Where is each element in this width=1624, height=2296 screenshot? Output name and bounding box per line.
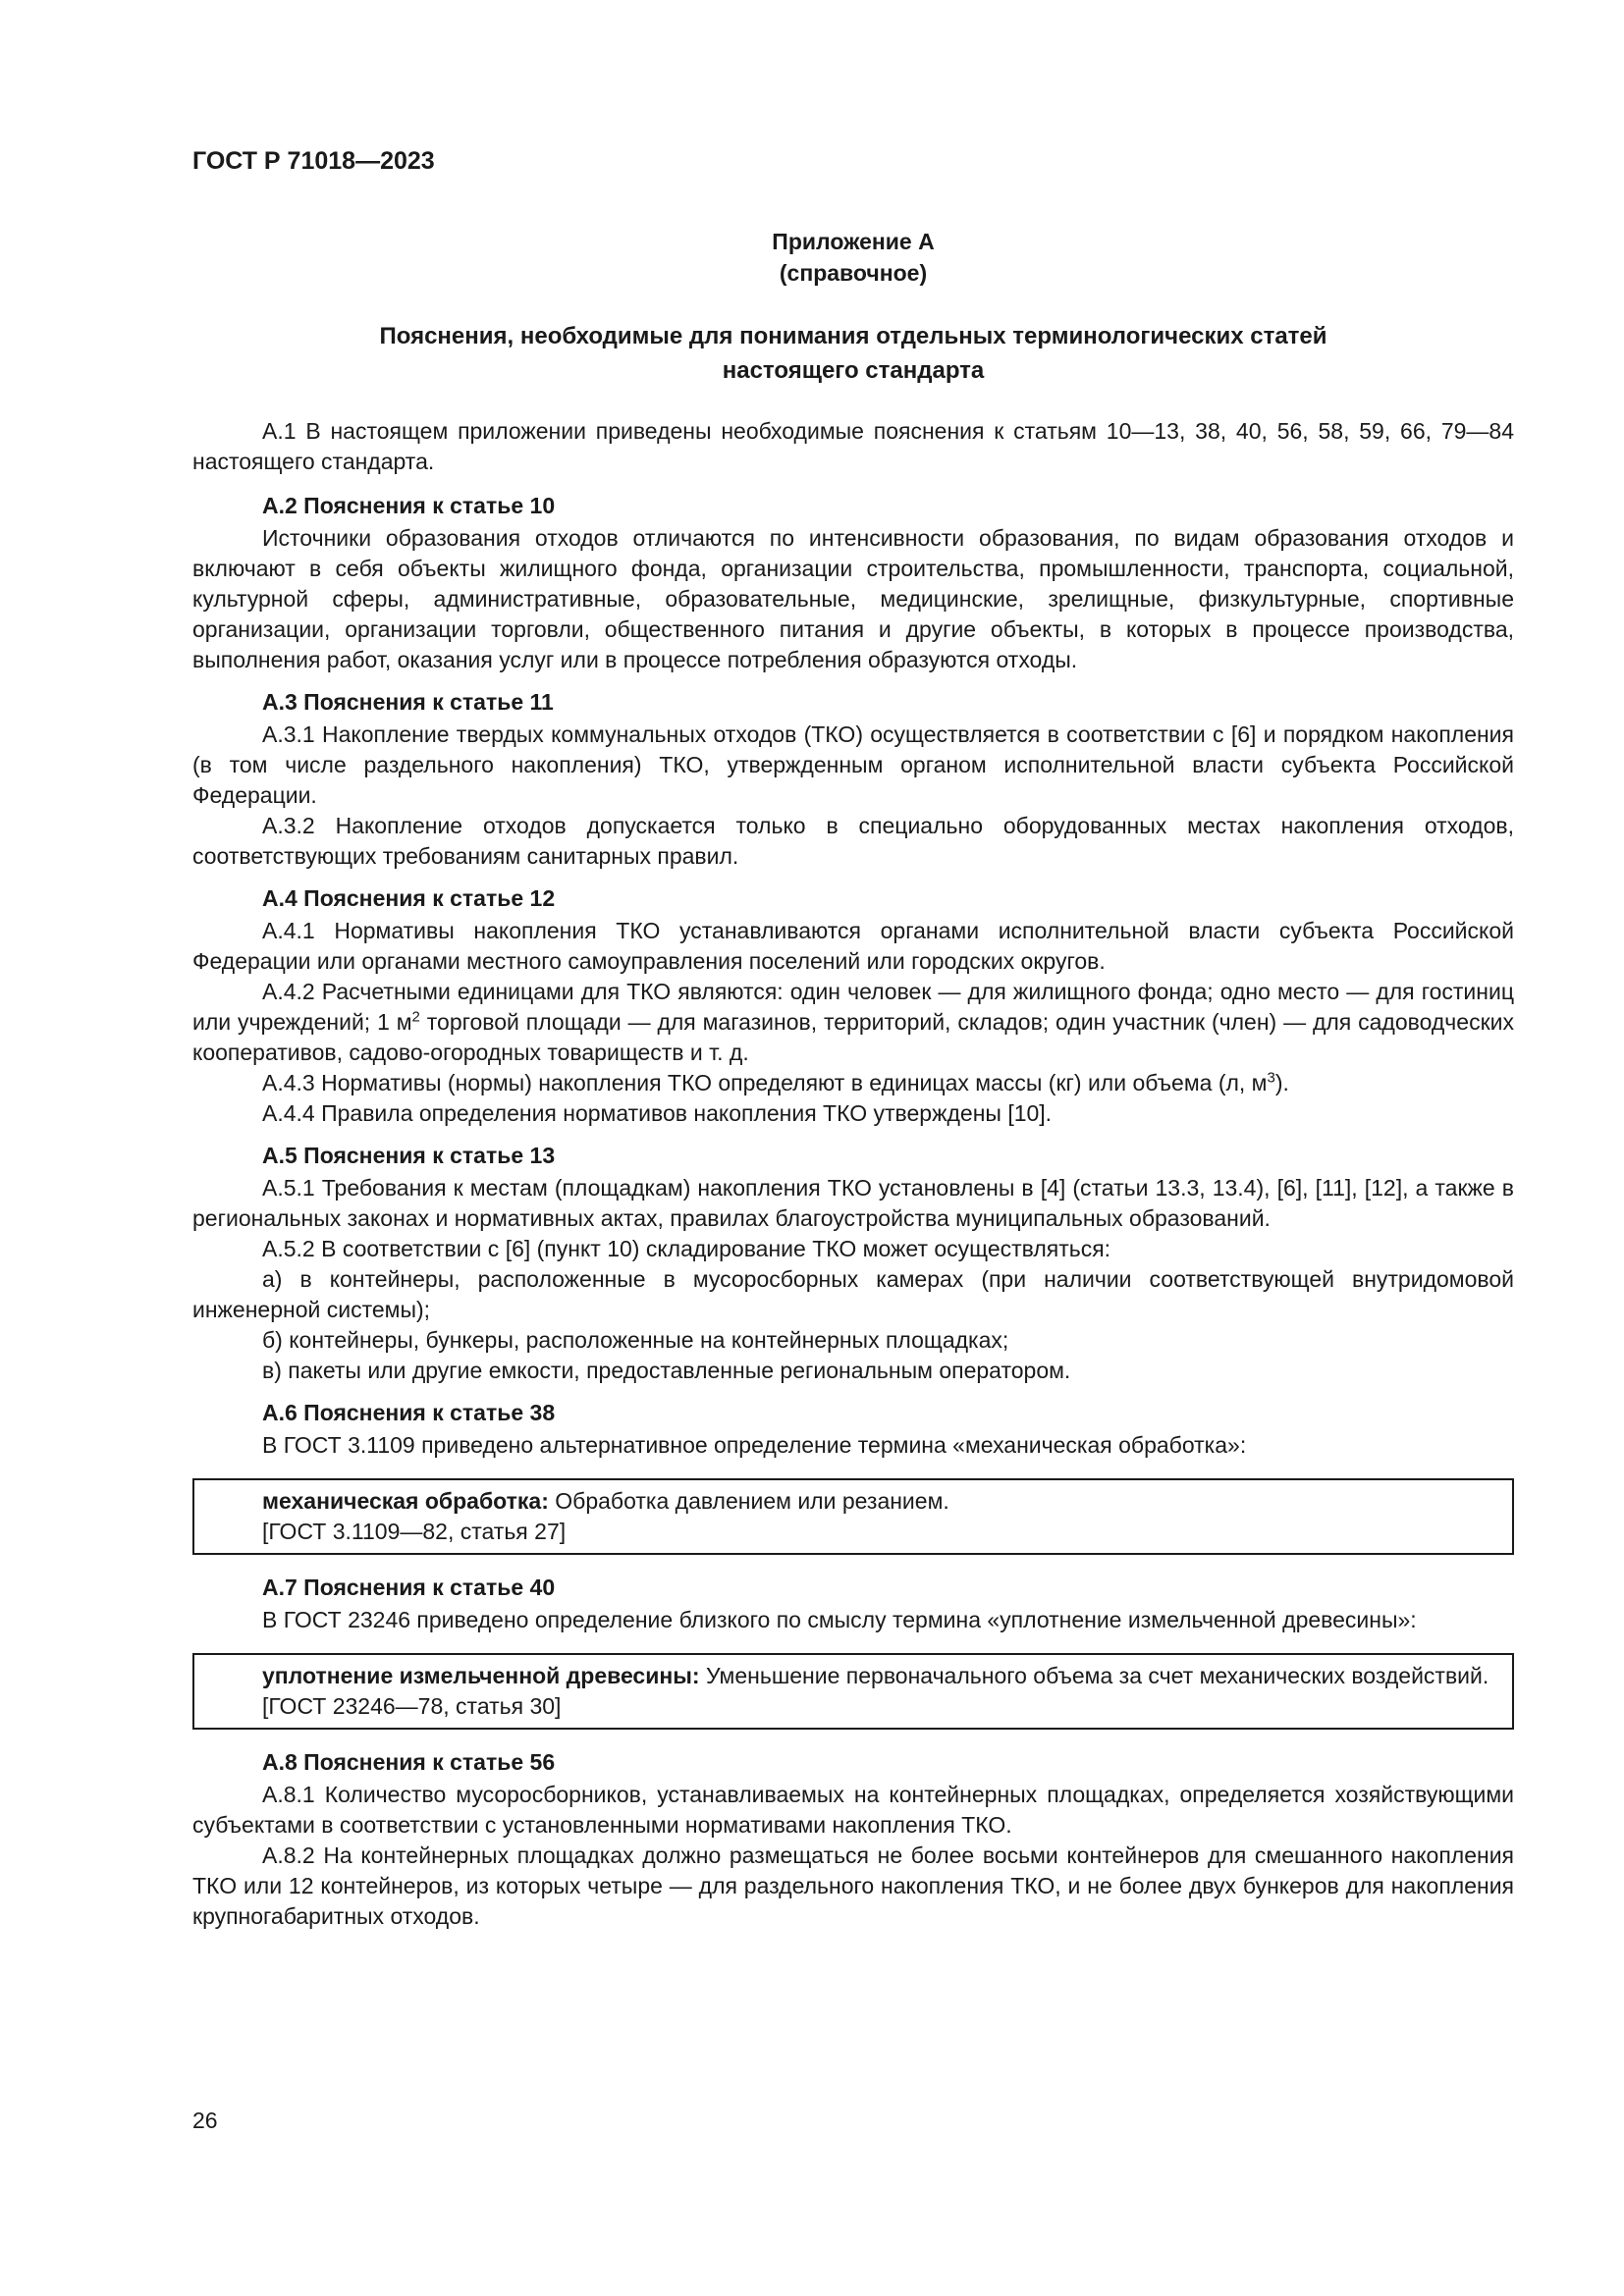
term-definition: Уменьшение первоначального объема за счет механических воздействий. [699, 1663, 1489, 1688]
appendix-type: (справочное) [779, 260, 928, 286]
paragraph-a4-3 [192, 1068, 1514, 1098]
paragraph-a4-2 [192, 977, 1514, 1068]
document-body [192, 416, 1514, 1932]
paragraph-a5-1: А.5.1 Требования к местам (площадкам) накопления ТКО установлены в [4] (статьи 13.3, 13.4), [6], [11], [12], а также в региональных законах и нормативных актах, правилах благоустройства муниципальных образований. [192, 1175, 1514, 1231]
definition-box-mechanical-processing [192, 1478, 1514, 1555]
heading-a2: А.2 Пояснения к статье 10 [262, 493, 556, 518]
page-number: 26 [192, 2108, 218, 2133]
heading-a4: А.4 Пояснения к статье 12 [262, 885, 556, 911]
term-definition: Обработка давлением или резанием. [548, 1488, 949, 1514]
paragraph-a2: Источники образования отходов отличаются по интенсивности образования, по видам образования отходов и включают в себя объекты жилищного фонда, организации строительства, промышленности, транспорта, социальной, культурной сферы, административные, образовательные, медицинские, зрелищные, физкультурные, спортивные организации, организации торговли, общественного питания и другие объекты, в которых в процессе производства, выполнения работ, оказания услуг или в процессе потребления образуются отходы. [192, 525, 1514, 672]
paragraph-a3-2: А.3.2 Накопление отходов допускается только в специально оборудованных местах накопления отходов, соответствующих требованиям санитарных правил. [192, 813, 1514, 869]
heading-a3: А.3 Пояснения к статье 11 [262, 689, 554, 715]
heading-a7: А.7 Пояснения к статье 40 [262, 1575, 556, 1600]
list-item-c: в) пакеты или другие емкости, предоставленные региональным оператором. [262, 1358, 1071, 1383]
appendix-title-line-2: настоящего стандарта [722, 357, 985, 384]
paragraph-a8-1: А.8.1 Количество мусоросборников, устанавливаемых на контейнерных площадках, определяется хозяйствующими субъектами в соответствии с установленными нормативами накопления ТКО. [192, 1782, 1514, 1838]
document-id: ГОСТ Р 71018—2023 [192, 147, 435, 175]
paragraph-a4-1: А.4.1 Нормативы накопления ТКО устанавливаются органами исполнительной власти субъекта Российской Федерации или органами местного самоуправления поселений или городских округов. [192, 918, 1514, 974]
heading-a6: А.6 Пояснения к статье 38 [262, 1400, 556, 1425]
term-name: уплотнение измельченной древесины: [262, 1663, 700, 1688]
appendix-label: Приложение А [772, 229, 935, 254]
paragraph-a4-2-part-1: А.4.2 Расчетными единицами для ТКО являются: один человек — для жилищного фонда; одно место — для гостиниц или учреждений; 1 м [192, 979, 1514, 1035]
paragraph-a3-1: А.3.1 Накопление твердых коммунальных отходов (ТКО) осуществляется в соответствии с [6] и порядком накопления (в том числе раздельного накопления) ТКО, утвержденным органом исполнительной власти субъекта Российской Федерации. [192, 721, 1514, 808]
definition-source: [ГОСТ 23246—78, статья 30] [262, 1693, 562, 1719]
paragraph-a4-2-part-2: торговой площади — для магазинов, территорий, складов; один участник (член) — для садоводческих кооперативов, садово-огородных товариществ и т. д. [192, 1009, 1514, 1065]
definition-line [262, 1486, 1498, 1517]
paragraph-a1: А.1 В настоящем приложении приведены необходимые пояснения к статьям 10—13, 38, 40, 56, 58, 59, 66, 79—84 настоящего стандарта. [192, 418, 1514, 474]
paragraph-a6-intro: В ГОСТ 3.1109 приведено альтернативное определение термина «механическая обработка»: [262, 1432, 1247, 1458]
paragraph-a8-2: А.8.2 На контейнерных площадках должно размещаться не более восьми контейнеров для смешанного накопления ТКО или 12 контейнеров, из которых четыре — для раздельного накопления ТКО, и не более двух бункеров для накопления крупногабаритных отходов. [192, 1842, 1514, 1929]
paragraph-a4-4: А.4.4 Правила определения нормативов накопления ТКО утверждены [10]. [262, 1100, 1053, 1126]
heading-a5: А.5 Пояснения к статье 13 [262, 1143, 556, 1168]
appendix-title-line-1: Пояснения, необходимые для понимания отдельных терминологических статей [379, 323, 1327, 349]
paragraph-a4-3-part-1: А.4.3 Нормативы (нормы) накопления ТКО определяют в единицах массы (кг) или объема (л, м [262, 1070, 1268, 1095]
definition-line [194, 1661, 1498, 1691]
paragraph-a5-2: А.5.2 В соответствии с [6] (пункт 10) складирование ТКО может осуществляться: [262, 1236, 1111, 1261]
heading-a8: А.8 Пояснения к статье 56 [262, 1749, 556, 1775]
appendix-title [192, 319, 1514, 388]
list-item-a: а) в контейнеры, расположенные в мусоросборных камерах (при наличии соответствующей внутридомовой инженерной системы); [192, 1266, 1514, 1322]
paragraph-a4-3-part-2: ). [1274, 1070, 1289, 1095]
term-name: механическая обработка: [262, 1488, 549, 1514]
list-item-b: б) контейнеры, бункеры, расположенные на контейнерных площадках; [262, 1327, 1009, 1353]
definition-source: [ГОСТ 3.1109—82, статья 27] [262, 1519, 567, 1544]
superscript-3: 3 [1267, 1069, 1275, 1087]
definition-box-wood-compaction [192, 1653, 1514, 1730]
superscript-2: 2 [411, 1008, 420, 1026]
appendix-label-block [192, 226, 1514, 289]
paragraph-a7-intro: В ГОСТ 23246 приведено определение близкого по смыслу термина «уплотнение измельченной древесины»: [262, 1607, 1417, 1632]
